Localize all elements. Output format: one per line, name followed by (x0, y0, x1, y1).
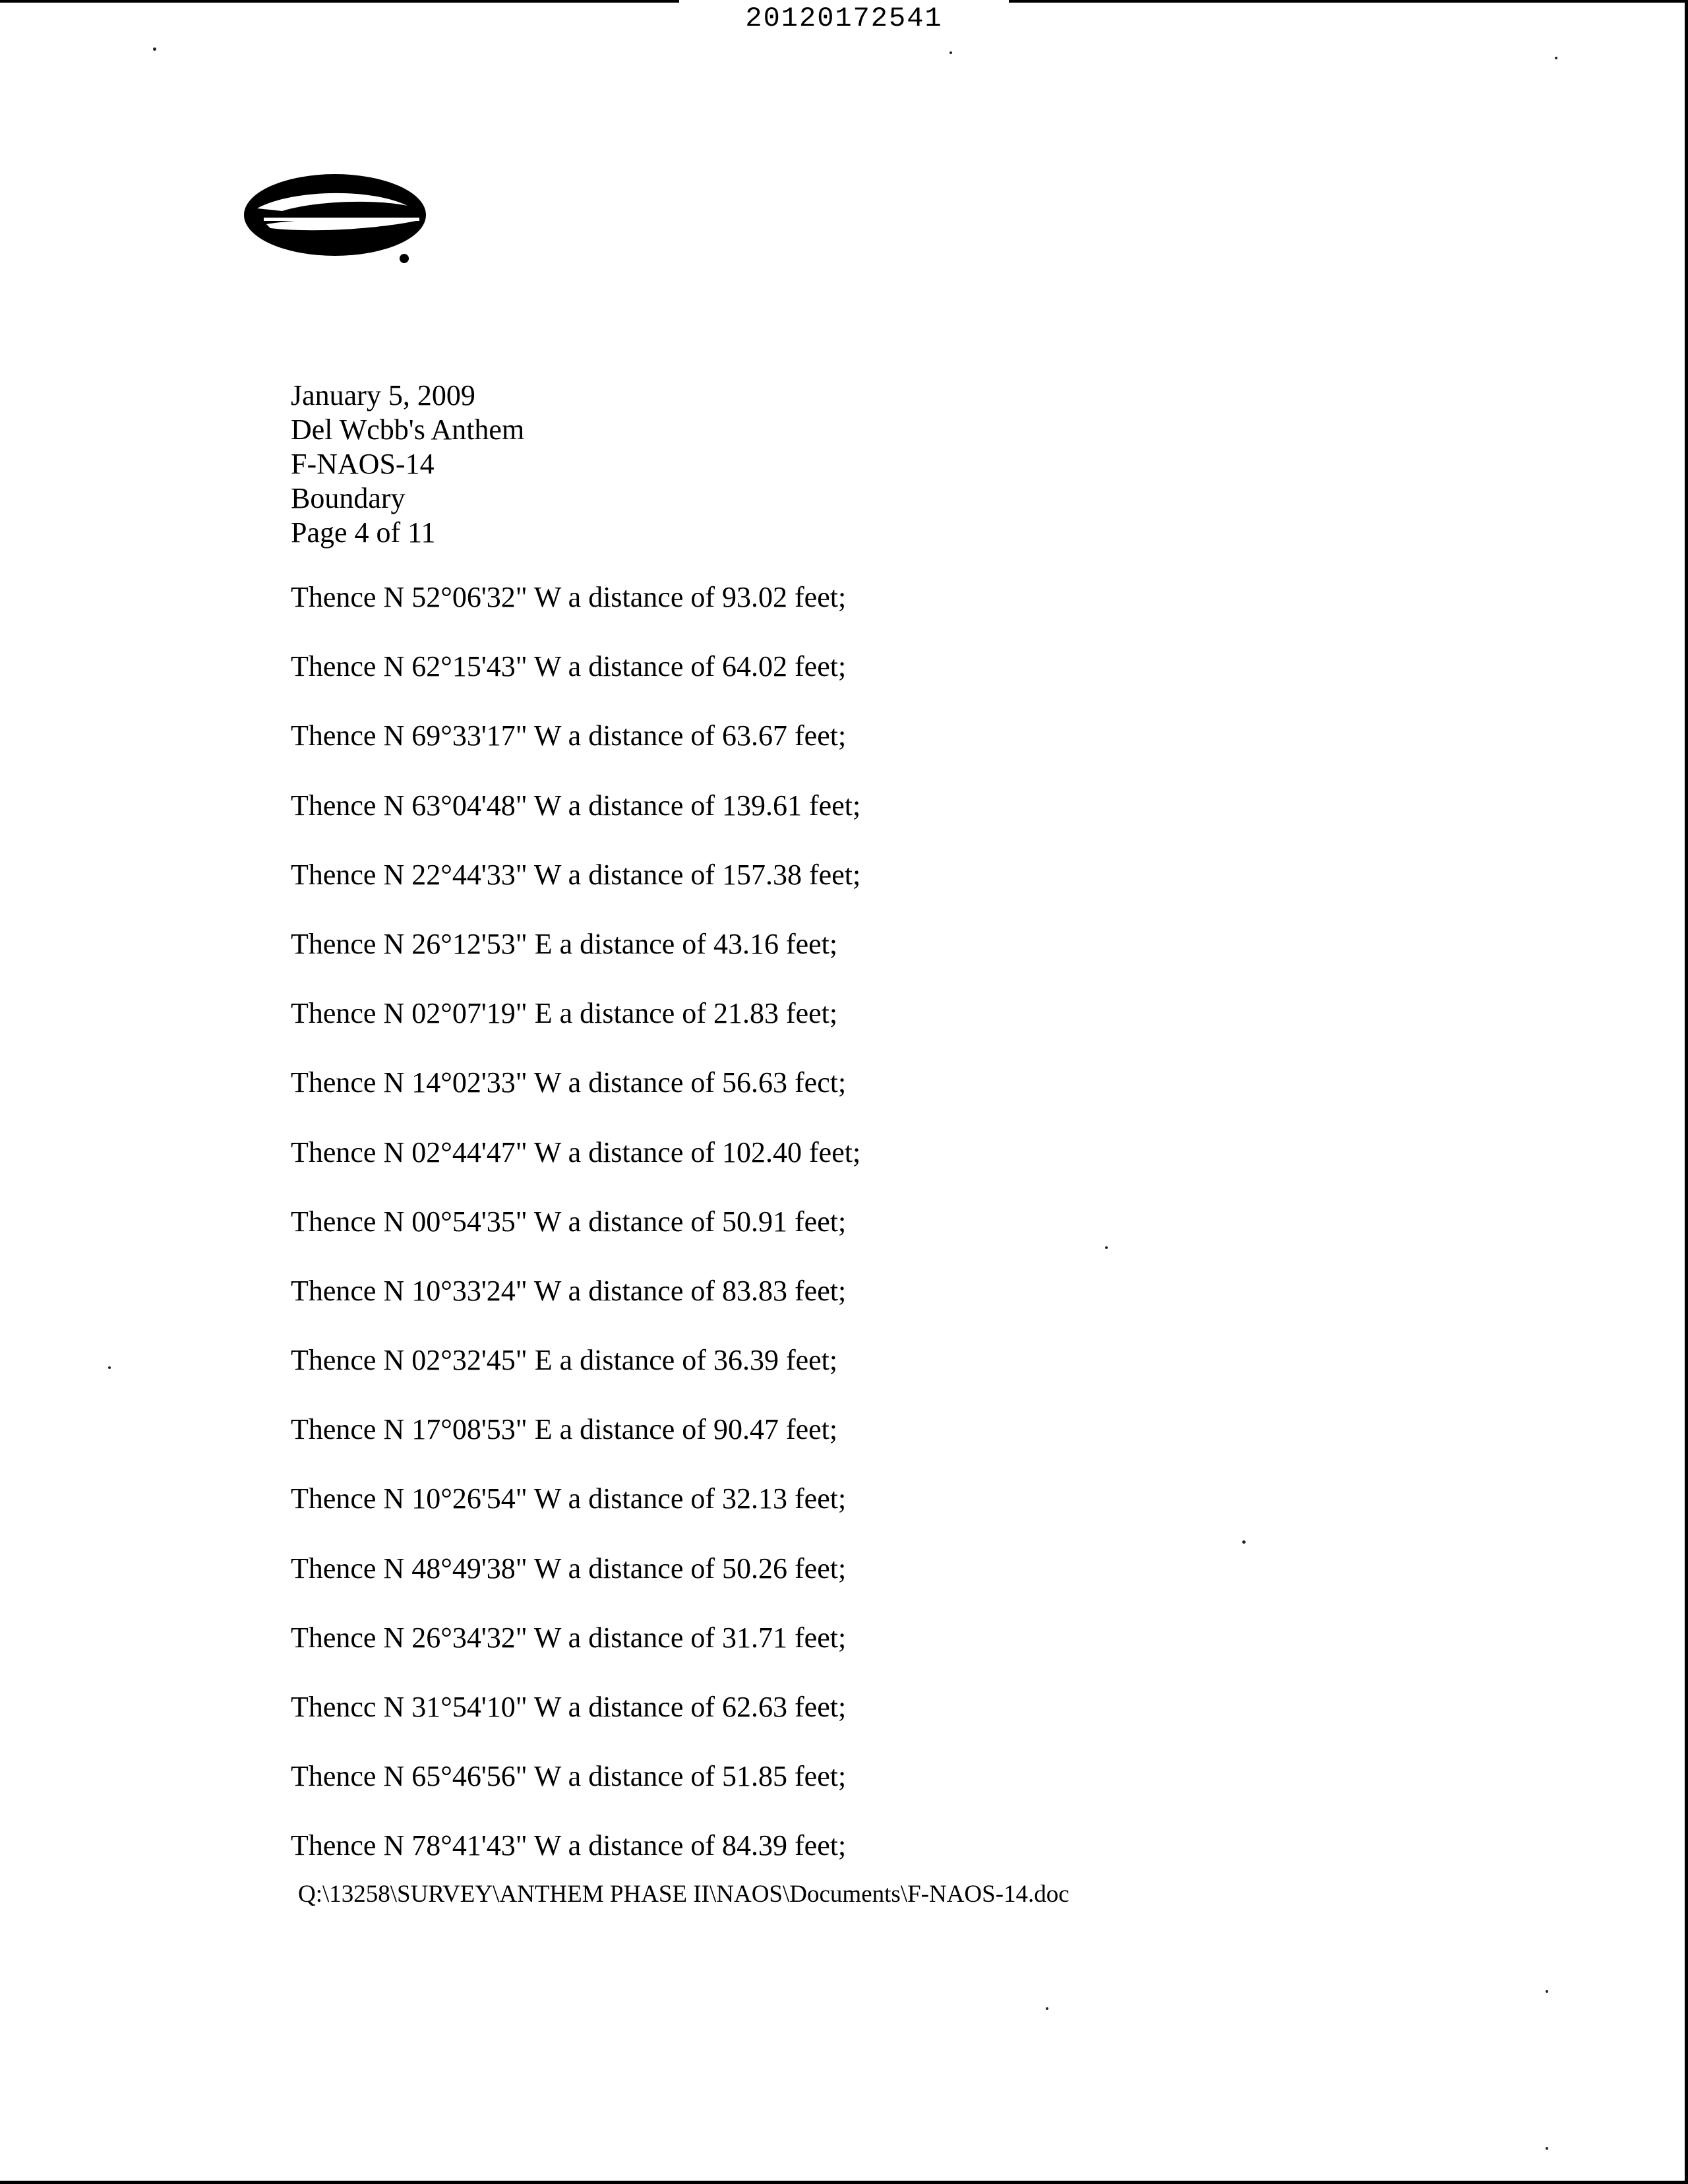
footer-file-path: Q:\13258\SURVEY\ANTHEM PHASE II\NAOS\Documents\F-NAOS-14.doc (298, 1881, 1070, 1908)
page-border-right (1685, 0, 1688, 2184)
company-oval-logo-icon (244, 165, 429, 270)
course-line: Thence N 02°07'19" E a distance of 21.83 feet; (291, 997, 838, 1030)
project-name: Del Wcbb's Anthem (291, 413, 525, 446)
course-line: Thence N 26°12'53" E a distance of 43.16 feet; (291, 927, 838, 960)
parcel-id: F-NAOS-14 (291, 448, 435, 480)
course-line: Thence N 78°41'43" W a distance of 84.39 feet; (291, 1829, 847, 1862)
course-line: Thence N 52°06'32" W a distance of 93.02 feet; (291, 581, 847, 613)
course-line: Thence N 14°02'33" W a distance of 56.63 fect; (291, 1066, 847, 1099)
course-line: Thence N 65°46'56" W a distance of 51.85 feet; (291, 1760, 847, 1793)
scan-speck (1546, 1990, 1548, 1993)
course-line: Thence N 48°49'38" W a distance of 50.26 feet; (291, 1552, 847, 1585)
scan-speck (1242, 1540, 1246, 1544)
scan-speck (108, 1366, 111, 1369)
course-line: Thence N 02°32'45" E a distance of 36.39 feet; (291, 1344, 838, 1377)
course-line: Thence N 22°44'33" W a distance of 157.38 feet; (291, 858, 861, 891)
course-line: Thence N 69°33'17" W a distance of 63.67 feet; (291, 719, 847, 752)
document-header (291, 379, 524, 550)
scan-speck (1046, 2007, 1048, 2010)
course-line: Thence N 62°15'43" W a distance of 64.02 feet; (291, 650, 847, 683)
scan-speck (1555, 57, 1557, 59)
course-line: Thence N 02°44'47" W a distance of 102.40 feet; (291, 1136, 861, 1168)
course-line: Thence N 26°34'32" W a distance of 31.71 feet; (291, 1621, 847, 1654)
document-number: 20120172541 (745, 3, 943, 34)
scan-speck (950, 51, 952, 54)
course-line: Thencc N 31°54'10" W a distance of 62.63 feet; (291, 1691, 847, 1723)
boundary-course-list (291, 580, 860, 1898)
page-border-bottom (0, 2181, 1688, 2184)
scan-speck (1546, 2147, 1548, 2150)
document-date: January 5, 2009 (291, 379, 475, 411)
page-number: Page 4 of 11 (291, 516, 436, 549)
course-line: Thence N 10°26'54" W a distance of 32.13 feet; (291, 1482, 847, 1515)
course-line: Thence N 00°54'35" W a distance of 50.91 feet; (291, 1205, 847, 1238)
page-border-top-left (0, 0, 679, 3)
course-line: Thence N 10°33'24" W a distance of 83.83 feet; (291, 1274, 847, 1307)
page-border-top-right (1009, 0, 1688, 3)
scan-speck (1105, 1246, 1108, 1249)
document-type: Boundary (291, 482, 406, 514)
course-line: Thence N 17°08'53" E a distance of 90.47 feet; (291, 1413, 838, 1446)
scan-speck (153, 47, 156, 51)
course-line: Thence N 63°04'48" W a distance of 139.61 feet; (291, 789, 861, 822)
